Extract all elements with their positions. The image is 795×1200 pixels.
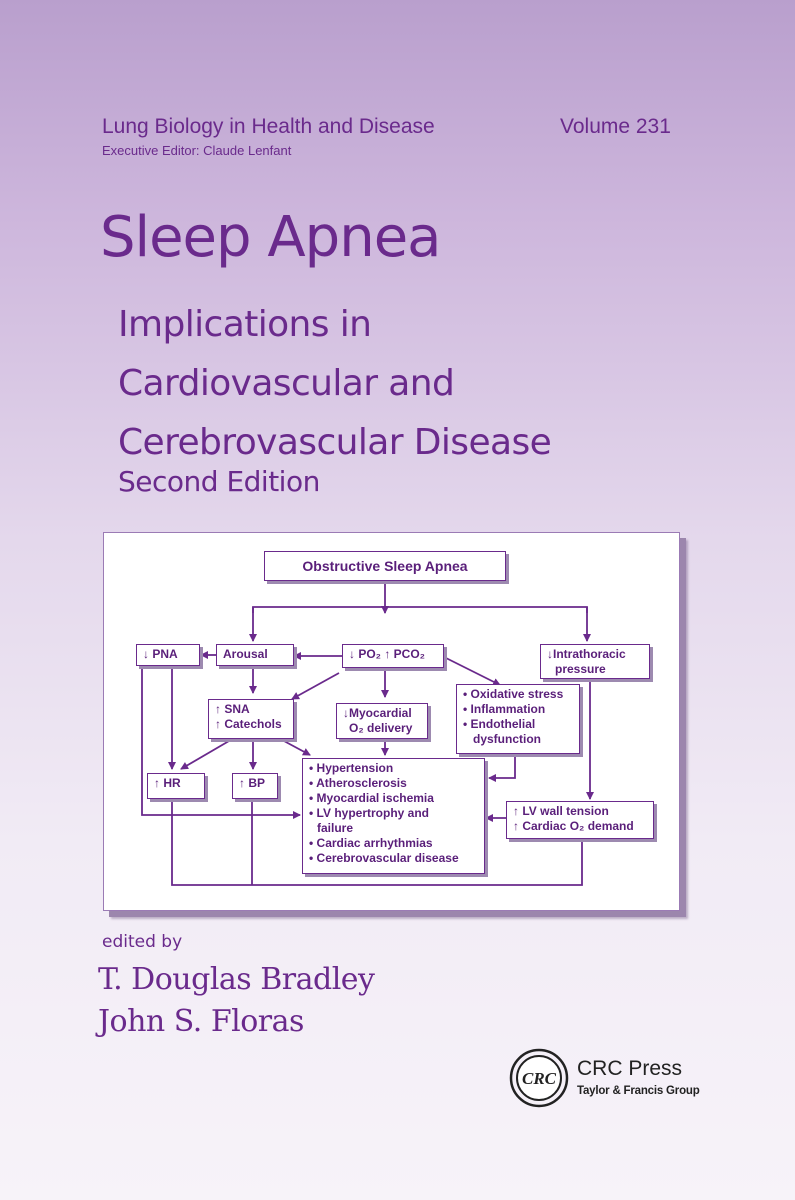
svg-text:CRC: CRC	[521, 1069, 557, 1088]
box-arousal: Arousal	[216, 644, 294, 666]
series-title: Lung Biology in Health and Disease	[102, 115, 435, 138]
box-lv-wall-tension: ↑ LV wall tension ↑ Cardiac O₂ demand	[506, 801, 654, 839]
volume-number: Volume 231	[560, 115, 671, 138]
box-oxidative-stress: • Oxidative stress • Inflammation • Endothelial dysfunction	[456, 684, 580, 754]
publisher-name: CRC Press	[577, 1057, 683, 1080]
subtitle-line-1: Implications in	[118, 304, 372, 345]
box-sna-catechols: ↑ SNA ↑ Catechols	[208, 699, 294, 739]
box-po2-pco2: ↓ PO₂ ↑ PCO₂	[342, 644, 444, 668]
box-intrathoracic-pressure: ↓Intrathoracic pressure	[540, 644, 650, 679]
edition: Second Edition	[118, 465, 320, 498]
book-subtitle	[118, 295, 551, 472]
subtitle-line-3: Cerebrovascular Disease	[118, 422, 552, 463]
flow-diagram	[103, 532, 680, 911]
box-obstructive-sleep-apnea: Obstructive Sleep Apnea	[264, 551, 506, 581]
editor-name-2: John S. Floras	[98, 1004, 304, 1039]
editor-name-1: T. Douglas Bradley	[98, 962, 375, 997]
book-title: Sleep Apnea	[100, 205, 441, 270]
box-bp: ↑ BP	[232, 773, 278, 799]
subtitle-line-2: Cardiovascular and	[118, 363, 455, 404]
box-hr: ↑ HR	[147, 773, 205, 799]
box-outcomes: • Hypertension • Atherosclerosis • Myocardial ischemia • LV hypertrophy and failure • Cardiac arrhythmias • Cerebrovascular disease	[302, 758, 485, 874]
edited-by-label: edited by	[102, 932, 183, 952]
publisher-group: Taylor & Francis Group	[577, 1085, 700, 1097]
crc-press-logo-icon	[509, 1048, 569, 1108]
box-pna: ↓ PNA	[136, 644, 200, 666]
box-myocardial-o2-delivery: ↓Myocardial O₂ delivery	[336, 703, 428, 739]
executive-editor: Executive Editor: Claude Lenfant	[102, 143, 292, 158]
